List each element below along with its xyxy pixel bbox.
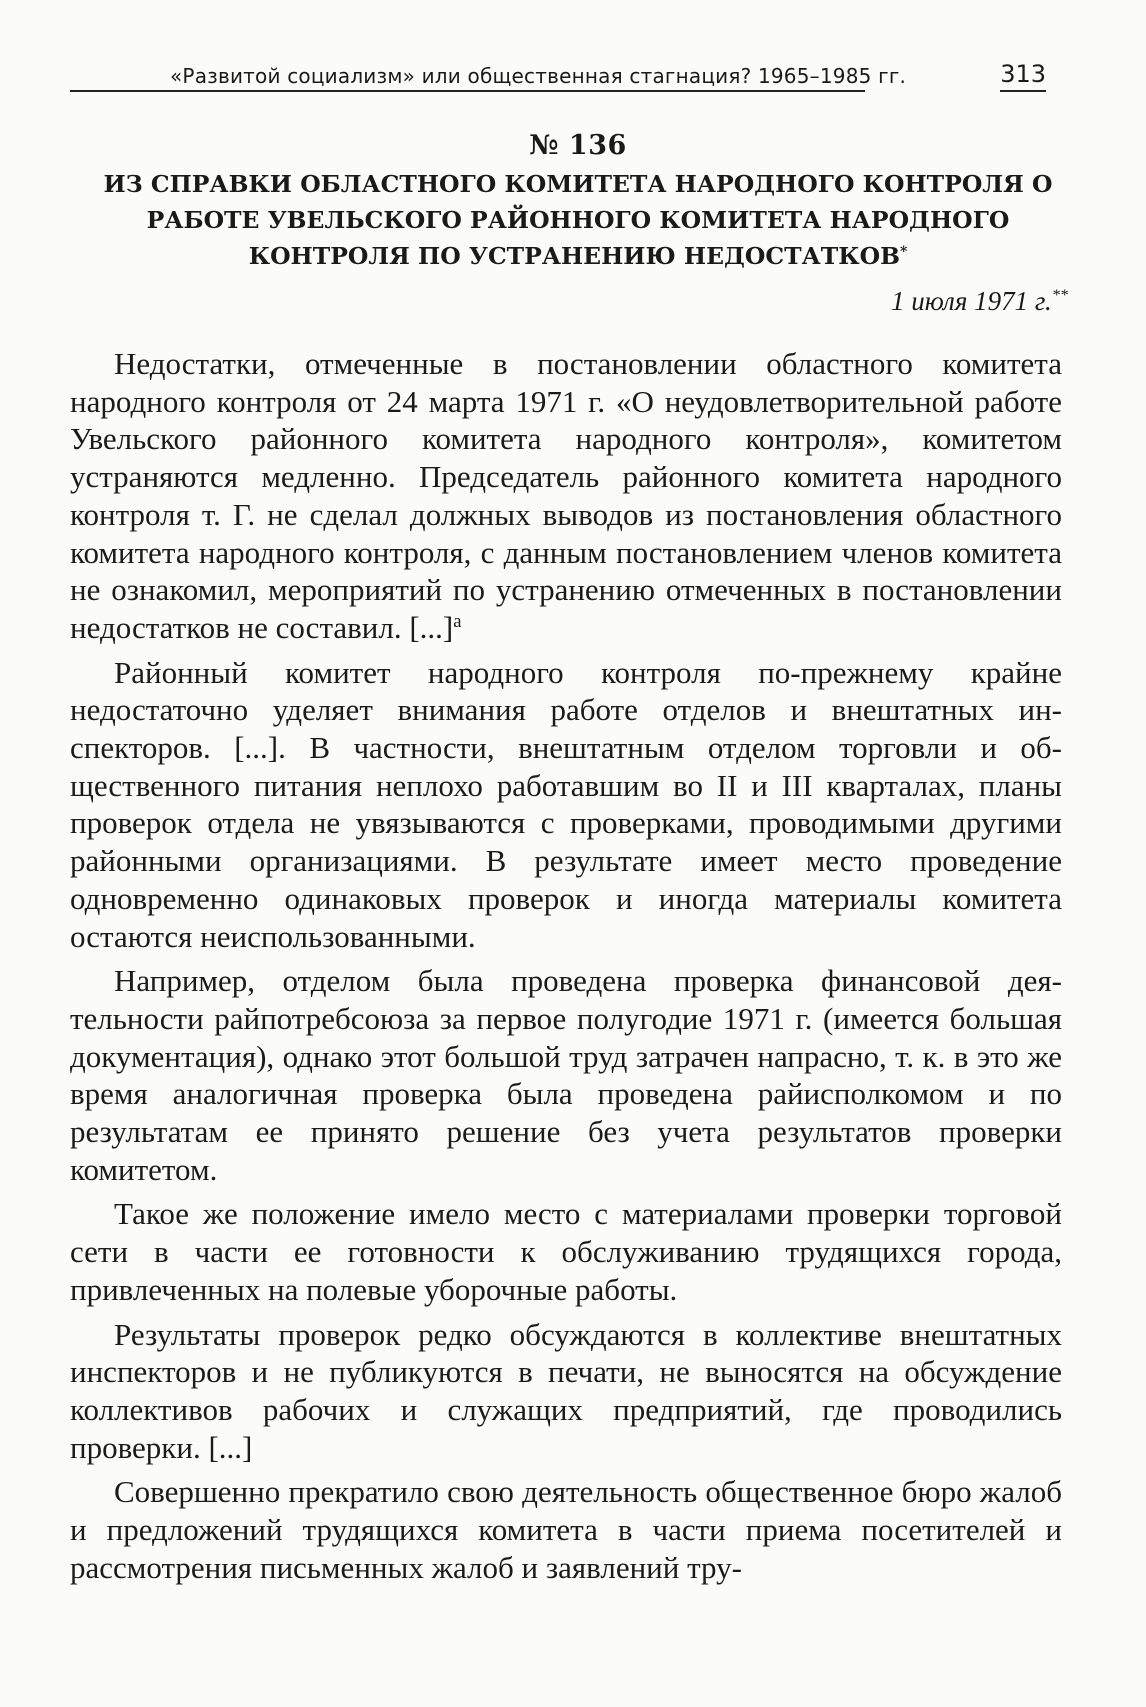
page-number: 313: [1000, 60, 1046, 92]
document-number: № 136: [529, 130, 627, 161]
document-title-text: ИЗ СПРАВКИ ОБЛАСТНОГО КОМИТЕТА НАРОДНОГО КОНТРОЛЯ О РАБОТЕ УВЕЛЬСКОГО РАЙОННОГО КОМИТЕТА НАРОДНОГО КОНТРОЛЯ ПО УСТРАНЕНИЮ НЕДОСТАТКОВ: [103, 170, 1053, 270]
document-date-text: 1 июля 1971 г.: [890, 286, 1052, 316]
document-title: [70, 166, 1086, 274]
document-body: [70, 345, 1062, 1587]
running-title: «Развитой социализм» или общественная стагнация? 1965–1985 гг.: [170, 64, 907, 88]
title-footnote-mark: *: [899, 243, 908, 260]
paragraph-3: Например, отделом была проведена проверка финансовой деятельности райпотребсоюза за первое полугодие 1971 г. (имеется большая документация), однако этот большой труд затрачен напрасно, т. к. в это же время аналогичная проверка была проведена райисполкомом и по результатам ее принято решение без учета результатов проверки комитетом.: [70, 963, 1062, 1187]
document-date: [891, 286, 1068, 317]
paragraph-2: Районный комитет народного контроля по-прежнему крайне недостаточно уделяет внимания работе отделов и внештатных инспекторов. [...]. В частности, внештатным отделом торговли и общественного питания неплохо работавшим во II и III кварталах, планы проверок отдела не увязываются с проверками, проводимыми другими районными организациями. В результате имеет место проведение одновременно одинаковых проверок и иногда материалы комитета остаются неиспользованными.: [70, 654, 1062, 954]
paragraph-1: [70, 345, 1062, 647]
paragraph-5: Результаты проверок редко обсуждаются в коллективе внештатных инспекторов и не публикуются в печати, не выносятся на обсуждение коллективов рабочих и служащих предприятий, где проводились проверки. [...]: [70, 1316, 1062, 1465]
paragraph-4: Такое же положение имело место с материалами проверки торговой сети в части ее готовности к обслуживанию трудящихся города, привлеченных на полевые уборочные работы.: [70, 1196, 1062, 1307]
paragraph-6: Совершенно прекратило свою деятельность общественное бюро жалоб и предложений трудящихся комитета в части приема посетителей и рассмотрения письменных жалоб и заявлений тру-: [70, 1474, 1062, 1585]
running-header: [70, 60, 1046, 94]
editorial-note-mark: а: [453, 610, 462, 632]
header-rule: [70, 90, 865, 92]
date-footnote-mark: **: [1051, 286, 1068, 305]
document-heading: [70, 128, 1086, 274]
paragraph-1-text: Недостатки, отмеченные в постановлении областного комитета народного контроля от 24 марта 1971 г. «О неудовлетворительной работе Увельского районного комитета народного контроля», комитетом устраняются медленно. Председатель районного комитета народного контроля т. Г. не сделал должных выводов из постановления областного комитета народного контроля, с данным постановлением членов комитета не ознакомил, мероприятий по устранению отмеченных в постановлении недостатков не составил. [...]: [70, 346, 1062, 645]
